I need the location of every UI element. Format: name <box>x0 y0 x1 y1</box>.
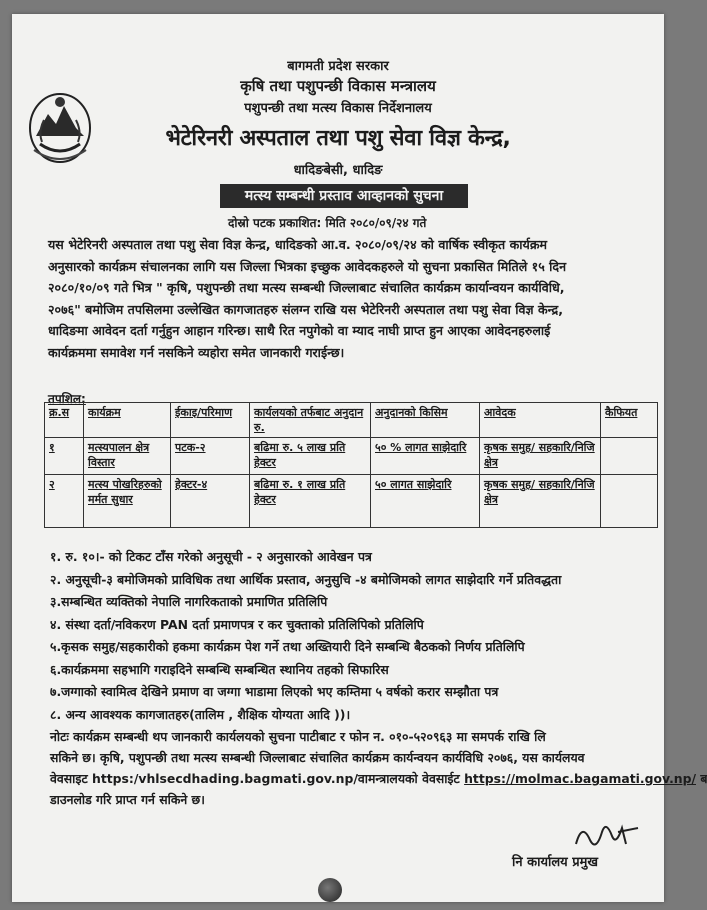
publication-line: दोस्रो पटक प्रकाशित: मिति २०८०/०९/२४ गते <box>228 216 427 230</box>
body-line: २०७६" बमोजिम तपसिलमा उल्लेखित कागजातहरु संलग्न राखि यस भेटेरिनरी अस्पताल तथा पशु सेवा विज्ञ केन्द्र, <box>48 301 563 317</box>
body-line: धादिङमा आवेदन दर्ता गर्नुहुन आहान गरिन्छ। साथै रित नपुगेको वा म्याद नाघी प्राप्त हुन आएका आवेदनहरुलाई <box>48 323 551 338</box>
note-line: नोटः कार्यक्रम सम्बन्धी थप जानकारी कार्यलयको सुचना पाटीबाट र फोन न. ०१०-५२०९६३ मा समपर्क राखि लि <box>50 729 546 744</box>
required-documents-list <box>50 546 660 726</box>
signature-title: नि कार्यालय प्रमुख <box>512 855 599 870</box>
table-cell: १ <box>45 438 84 475</box>
ministry-website-link[interactable]: https://molmac.bagamati.gov.np/ <box>464 771 696 786</box>
notice-title: मत्स्य सम्बन्धी प्रस्ताव आव्हानको सुचना <box>220 184 468 208</box>
column-header: कैफियत <box>601 403 658 438</box>
table-cell: बढिमा रु. १ लाख प्रति हेक्टर <box>250 475 371 528</box>
table-cell: ५० लागत साझेदारि <box>371 475 480 528</box>
note-line <box>50 768 707 789</box>
column-header: क्र.स <box>45 403 84 438</box>
note-line-tail: ब <box>696 771 707 786</box>
details-label: तपशिल: <box>48 392 86 406</box>
table-header-row <box>45 403 658 438</box>
signature-icon <box>572 814 642 854</box>
pin-icon <box>318 878 342 902</box>
notice-document <box>12 14 707 902</box>
list-item: ५.कृसक समुह/सहकारीको हकमा कार्यक्रम पेश गर्ने तथा अख्तियारी दिने सम्बन्धि बैठकको निर्णय प्रतिलिपि <box>50 639 525 654</box>
column-header: कार्यलयको तर्फबाट अनुदान रु. <box>250 403 371 438</box>
table-cell: ५० % लागत साझेदारि <box>371 438 480 475</box>
note-line: सकिने छ। कृषि, पशुपन्छी तथा मत्स्य सम्बन्धी जिल्लाबाट संचालित कार्यक्रम कार्यन्वयन कार्यविधि २०७६, यस कार्यलयव <box>50 750 585 765</box>
column-header: कार्यक्रम <box>84 403 171 438</box>
program-table <box>44 402 658 528</box>
column-header: ईकाइ/परिमाण <box>171 403 250 438</box>
column-header: अनुदानको किसिम <box>371 403 480 438</box>
body-line: कार्यक्रममा समावेश गर्न नसकिने व्यहोरा समेत जानकारी गराईन्छ। <box>48 344 345 360</box>
header-province: बागमती प्रदेश सरकार <box>287 59 389 74</box>
table-cell: बढिमा रु. ५ लाख प्रति हेक्टर <box>250 438 371 475</box>
list-item: ४. संस्था दर्ता/नविकरण PAN दर्ता प्रमाणपत्र र कर चुक्ताको प्रतिलिपिको प्रतिलिपि <box>50 616 424 632</box>
table-cell <box>601 438 658 475</box>
table-row <box>45 438 658 475</box>
list-item: ६.कार्यक्रममा सहभागि गराइदिने सम्बन्धि सम्बन्धित स्थानिय तहको सिफारिस <box>50 661 389 677</box>
table-row <box>45 475 658 528</box>
header-location: धादिङबेसी, धादिङ <box>293 163 383 178</box>
table-cell: कृषक समुह/ सहकारि/निजि क्षेत्र <box>480 438 601 475</box>
list-item: ८. अन्य आवश्यक कागजातहरु(तालिम , शैक्षिक योग्यता आदि ))। <box>50 706 351 722</box>
table-cell <box>601 475 658 528</box>
body-line: यस भेटेरिनरी अस्पताल तथा पशु सेवा विज्ञ केन्द्र, धादिङको आ.व. २०८०/०९/२४ को वार्षिक स्वीकृत कार्यक्रम <box>48 237 548 252</box>
table-cell: मत्स्य पोखरिहरुको मर्मत सुधार <box>84 475 171 528</box>
header-ministry: कृषि तथा पशुपन्छी विकास मन्त्रालय <box>240 77 436 95</box>
body-line: अनुसारको कार्यक्रम संचालनका लागि यस जिल्ला भित्रका इच्छुक आवेदकहरुले यो सुचना प्रकासित मितिले १५ दिन <box>48 258 567 274</box>
table-cell: २ <box>45 475 84 528</box>
body-line: २०८०/१०/०९ गते भित्र " कृषि, पशुपन्छी तथा मत्स्य सम्बन्धी जिल्लाबाट संचालित कार्यक्रम कार्यान्वयन कार्यविधि, <box>48 280 565 295</box>
column-header: आवेदक <box>480 403 601 438</box>
note-website-text: वेवसाइट https:/vhlsecdhading.bagmati.gov.np/वामन्त्रालयको वेवसाईट <box>50 771 460 786</box>
table-cell: पटक-२ <box>171 438 250 475</box>
note-line: डाउनलोड गरि प्राप्त गर्न सकिने छ। <box>50 792 205 807</box>
table-cell: कृषक समुह/ सहकारि/निजि क्षेत्र <box>480 475 601 528</box>
table-cell: हेक्टर-४ <box>171 475 250 528</box>
note-paragraph <box>50 726 707 810</box>
table-cell: मत्स्यपालन क्षेत्र विस्तार <box>84 438 171 475</box>
list-item: ३.सम्बन्धित व्यक्तिको नेपालि नागरिकताको प्रमाणित प्रतिलिपि <box>50 594 328 609</box>
list-item: १. रु. १०।- को टिकट टाँस गरेको अनुसूची - २ अनुसारको आवेखन पत्र <box>50 549 372 564</box>
body-paragraph <box>48 234 648 363</box>
list-item: २. अनुसूची-३ बमोजिमको प्राविधिक तथा आर्थिक प्रस्ताव, अनुसुचि -४ बमोजिमको लागत साझेदारि गर्ने प्रतिवद्धता <box>50 571 562 587</box>
header-office-name: भेटेरिनरी अस्पताल तथा पशु सेवा विज्ञ केन्द्र, <box>165 126 511 151</box>
list-item: ७.जग्गाको स्वामित्व देखिने प्रमाण वा जग्गा भाडामा लिएको भए कम्तिमा ५ वर्षको करार सम्झौता पत्र <box>50 684 499 699</box>
header-directorate: पशुपन्छी तथा मत्स्य विकास निर्देशनालय <box>244 101 432 116</box>
